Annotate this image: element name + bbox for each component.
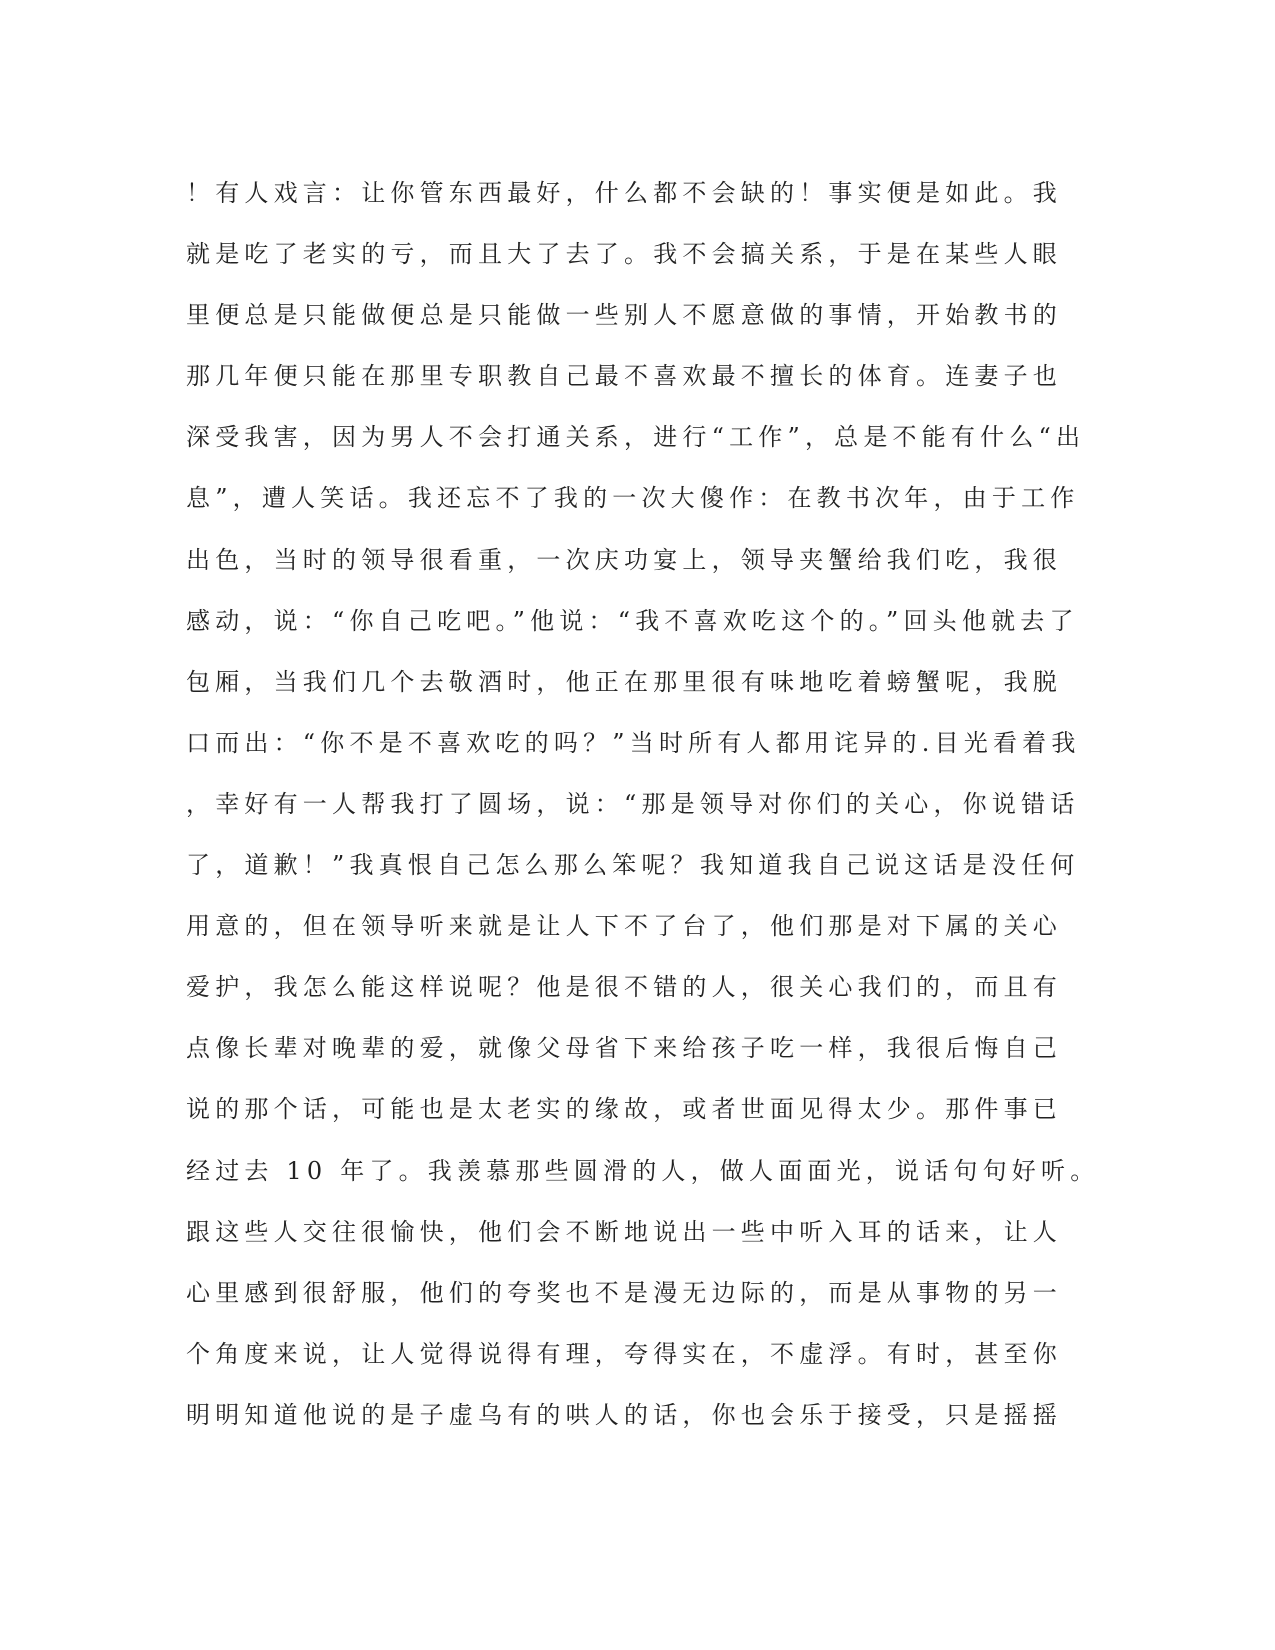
text-line: 那几年便只能在那里专职教自己最不喜欢最不擅长的体育。连妻子也	[186, 362, 1062, 391]
text-line: 里便总是只能做便总是只能做一些别人不愿意做的事情，开始教书的	[186, 301, 1062, 330]
text-line: 说的那个话，可能也是太老实的缘故，或者世面见得太少。那件事已	[186, 1095, 1062, 1124]
text-line: 深受我害，因为男人不会打通关系，进行“工作”，总是不能有什么“出	[186, 423, 1086, 452]
text-line: 感动，说：“你自己吃吧。”他说：“我不喜欢吃这个的。”回头他就去了	[186, 606, 1079, 635]
text-line: 用意的，但在领导听来就是让人下不了台了，他们那是对下属的关心	[186, 912, 1062, 941]
text-line: 就是吃了老实的亏，而且大了去了。我不会搞关系，于是在某些人眼	[186, 240, 1062, 269]
text-line: ！有人戏言：让你管东西最好，什么都不会缺的！事实便是如此。我	[186, 179, 1062, 207]
text-line: 息”，遭人笑话。我还忘不了我的一次大傻作：在教书次年，由于工作	[186, 484, 1080, 513]
body-text	[186, 163, 1100, 1446]
text-line: 明明知道他说的是子虚乌有的哄人的话，你也会乐于接受，只是摇摇	[186, 1400, 1062, 1429]
text-line: 包厢，当我们几个去敬酒时，他正在那里很有味地吃着螃蟹呢，我脱	[186, 667, 1062, 696]
text-line: 口而出：“你不是不喜欢吃的吗？”当时所有人都用诧异的.目光看着我	[186, 728, 1081, 757]
text-line: 心里感到很舒服，他们的夸奖也不是漫无边际的，而是从事物的另一	[186, 1278, 1062, 1307]
text-line: 个角度来说，让人觉得说得有理，夸得实在，不虚浮。有时，甚至你	[186, 1339, 1062, 1368]
text-line: 出色，当时的领导很看重，一次庆功宴上，领导夹蟹给我们吃，我很	[186, 545, 1062, 574]
text-line: ，幸好有一人帮我打了圆场，说：“那是领导对你们的关心，你说错话	[186, 789, 1080, 818]
text-line: 跟这些人交往很愉快，他们会不断地说出一些中听入耳的话来，让人	[186, 1217, 1062, 1246]
text-line: 点像长辈对晚辈的爱，就像父母省下来给孩子吃一样，我很后悔自己	[186, 1034, 1062, 1063]
text-line: 爱护，我怎么能这样说呢？他是很不错的人，很关心我们的，而且有	[186, 973, 1062, 1002]
text-line: 经过去 10 年了。我羡慕那些圆滑的人，做人面面光，说话句句好听。	[186, 1156, 1100, 1185]
text-line: 了，道歉！”我真恨自己怎么那么笨呢？我知道我自己说这话是没任何	[186, 851, 1080, 880]
